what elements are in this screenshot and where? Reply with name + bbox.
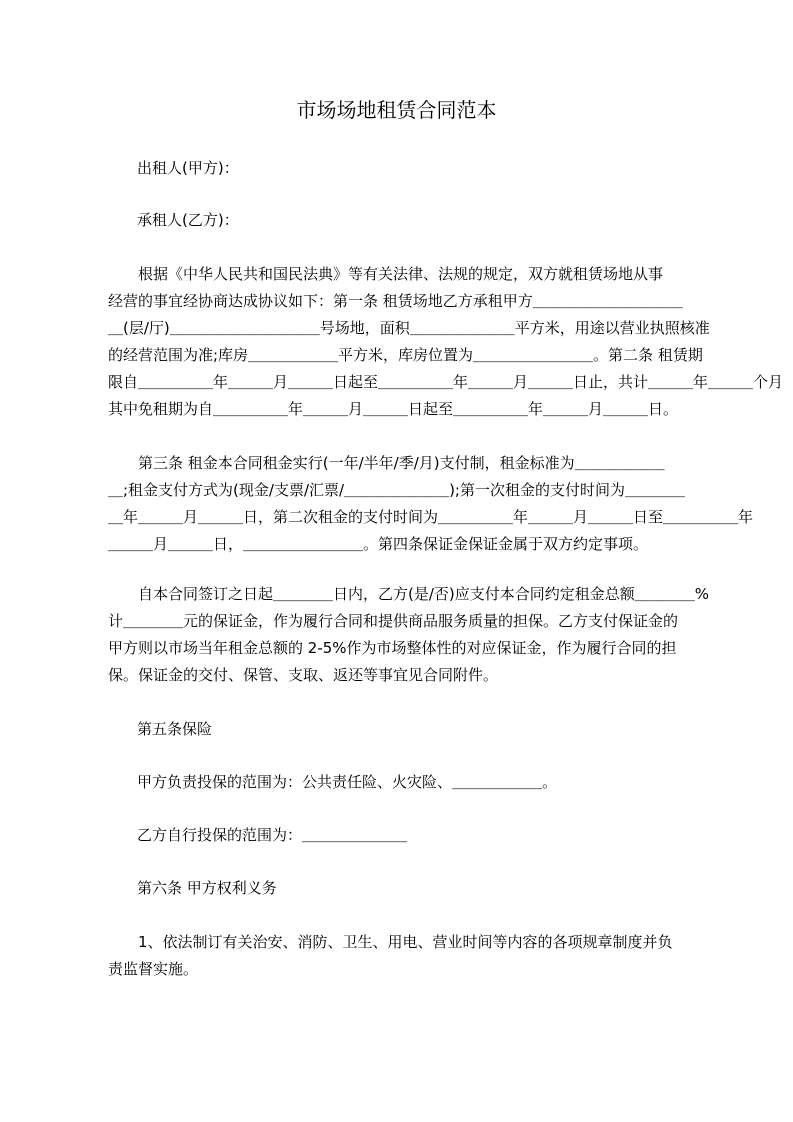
paragraph-line: 其中免租期为自＿＿＿＿＿年＿＿＿月＿＿＿日起至＿＿＿＿＿年＿＿＿月＿＿＿日。 bbox=[108, 400, 679, 418]
paragraph-line: 甲方则以市场当年租金总额的 2-5%作为市场整体性的对应保证金，作为履行合同的担 bbox=[108, 639, 677, 657]
lessor-line: 出租人(甲方)： bbox=[137, 159, 239, 177]
paragraph-line: 经营的事宜经协商达成协议如下：第一条 租赁场地乙方承租甲方＿＿＿＿＿＿＿＿＿＿ bbox=[108, 292, 683, 310]
paragraph-line: 自本合同签订之日起＿＿＿＿日内，乙方(是/否)应支付本合同约定租金总额＿＿＿＿% bbox=[138, 585, 710, 603]
paragraph-line: 第三条 租金本合同租金实行(一年/半年/季/月)支付制，租金标准为＿＿＿＿＿＿ bbox=[138, 454, 665, 472]
paragraph-line: ＿(层/厅)＿＿＿＿＿＿＿＿＿＿号场地，面积＿＿＿＿＿＿＿平方米，用途以营业执照核准 bbox=[108, 319, 710, 337]
party-b-insurance-line: 乙方自行投保的范围为：＿＿＿＿＿＿＿ bbox=[137, 826, 408, 844]
paragraph-line: 计＿＿＿＿元的保证金，作为履行合同和提供商品服务质量的担保。乙方支付保证金的 bbox=[108, 612, 679, 630]
document-title: 市场场地租赁合同范本 bbox=[296, 98, 497, 122]
paragraph-line: 保。保证金的交付、保管、支取、返还等事宜见合同附件。 bbox=[108, 666, 499, 684]
paragraph-line: ＿;租金支付方式为(现金/支票/汇票/＿＿＿＿＿＿＿);第一次租金的支付时间为＿＿＿＿ bbox=[108, 481, 685, 499]
paragraph-line: 的经营范围为准;库房＿＿＿＿＿＿平方米，库房位置为＿＿＿＿＿＿＿＿。第二条 租赁期 bbox=[108, 346, 703, 364]
paragraph-line: ＿年＿＿＿月＿＿＿日，第二次租金的支付时间为＿＿＿＿＿年＿＿＿月＿＿＿日至＿＿＿＿＿年 bbox=[108, 508, 754, 526]
article-6-heading: 第六条 甲方权利义务 bbox=[137, 879, 277, 897]
article-5-heading: 第五条保险 bbox=[137, 720, 213, 738]
lessee-line: 承租人(乙方)： bbox=[137, 211, 239, 229]
paragraph-line: 限自＿＿＿＿＿年＿＿＿月＿＿＿日起至＿＿＿＿＿年＿＿＿月＿＿＿日止，共计＿＿＿年＿＿＿个月 bbox=[108, 373, 784, 391]
paragraph-line: ＿＿＿月＿＿＿日，＿＿＿＿＿＿＿＿。第四条保证金保证金属于双方约定事项。 bbox=[108, 535, 649, 553]
party-a-insurance-line: 甲方负责投保的范围为：公共责任险、火灾险、＿＿＿＿＿＿。 bbox=[137, 773, 558, 791]
list-item-line: 责监督实施。 bbox=[108, 960, 199, 978]
list-item-line: 1、依法制订有关治安、消防、卫生、用电、营业时间等内容的各项规章制度并负 bbox=[138, 933, 673, 951]
paragraph-line: 根据《中华人民共和国民法典》等有关法律、法规的规定，双方就租赁场地从事 bbox=[138, 265, 664, 283]
